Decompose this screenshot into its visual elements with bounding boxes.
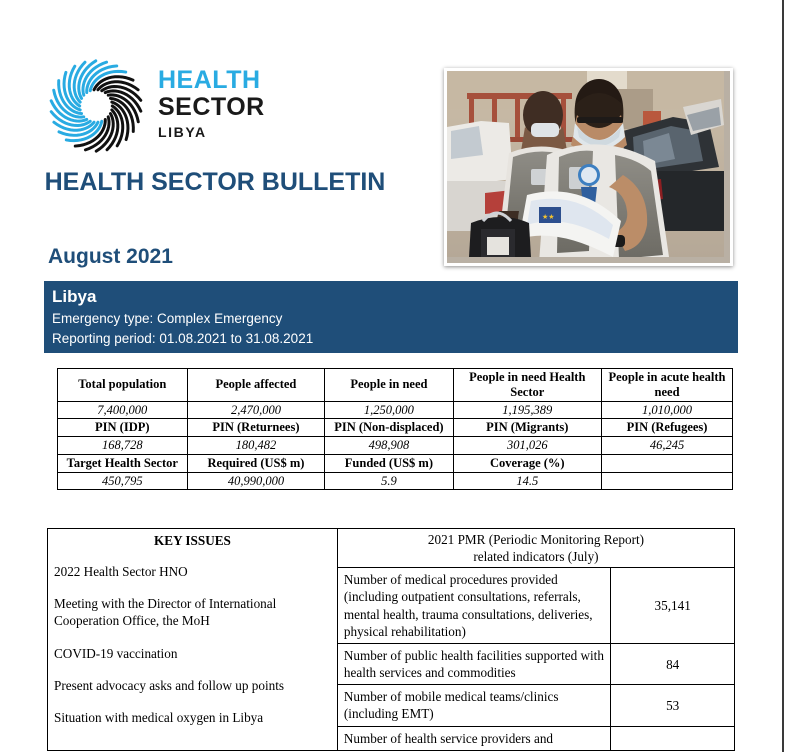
stat-value-cell: 180,482 xyxy=(187,437,325,455)
stat-header-cell: Coverage (%) xyxy=(453,454,602,472)
page-title: HEALTH SECTOR BULLETIN xyxy=(44,168,386,196)
pmr-header-line1: 2021 PMR (Periodic Monitoring Report) xyxy=(427,532,645,547)
aid-workers-photo xyxy=(447,71,724,257)
table-row xyxy=(58,401,733,419)
stat-value-cell: 1,250,000 xyxy=(325,401,453,419)
spiral-logo-icon xyxy=(48,58,144,154)
stat-header-cell: Funded (US$ m) xyxy=(325,454,453,472)
key-issues-table xyxy=(47,528,735,751)
indicator-value: 53 xyxy=(611,685,735,726)
list-item: Present advocacy asks and follow up points xyxy=(54,677,285,693)
table-row xyxy=(58,472,733,490)
svg-text:★★: ★★ xyxy=(542,213,555,221)
stat-header-cell: PIN (IDP) xyxy=(58,419,188,437)
indicator-value: 35,141 xyxy=(611,568,735,644)
pmr-header-line2: related indicators (July) xyxy=(473,549,599,565)
stat-value-cell: 168,728 xyxy=(58,437,188,455)
key-issues-body xyxy=(48,529,735,751)
list-item: Situation with medical oxygen in Libya xyxy=(54,709,264,725)
stat-value-cell: 1,010,000 xyxy=(602,401,733,419)
stat-value-cell: 301,026 xyxy=(453,437,602,455)
stat-value-cell: 450,795 xyxy=(58,472,188,490)
stat-header-cell-empty xyxy=(602,454,733,472)
indicator-value: 84 xyxy=(611,643,735,684)
health-sector-libya-logo xyxy=(48,58,265,154)
table-row xyxy=(58,437,733,455)
stat-header-cell: Total population xyxy=(58,369,188,402)
banner-country: Libya xyxy=(52,287,97,306)
indicator-value xyxy=(611,726,735,750)
table-row xyxy=(48,529,735,568)
document-header xyxy=(0,0,782,278)
logo-health-text: HEALTH xyxy=(158,66,261,94)
table-row xyxy=(58,369,733,402)
logo-libya-text: LIBYA xyxy=(158,124,207,140)
key-figures-body xyxy=(58,369,733,490)
stat-header-cell: PIN (Migrants) xyxy=(453,419,602,437)
stat-header-cell: Required (US$ m) xyxy=(187,454,325,472)
country-emergency-banner xyxy=(44,281,738,353)
pmr-header xyxy=(337,529,734,568)
stat-header-cell: PIN (Refugees) xyxy=(602,419,733,437)
stat-value-cell: 1,195,389 xyxy=(453,401,602,419)
stat-header-cell: People in acute health need xyxy=(602,369,733,402)
banner-reporting-period: Reporting period: 01.08.2021 to 31.08.2021 xyxy=(52,330,314,346)
stat-value-cell-empty xyxy=(602,472,733,490)
banner-emergency-type: Emergency type: Complex Emergency xyxy=(52,310,283,326)
key-figures-table xyxy=(57,368,733,490)
key-issues-column xyxy=(48,529,338,751)
bulletin-date: August 2021 xyxy=(48,245,173,268)
logo-wordmark xyxy=(158,58,265,139)
stat-value-cell: 5.9 xyxy=(325,472,453,490)
cover-photograph xyxy=(444,68,733,266)
list-item: 2022 Health Sector HNO xyxy=(54,564,188,580)
stat-value-cell: 498,908 xyxy=(325,437,453,455)
stat-header-cell: Target Health Sector xyxy=(58,454,188,472)
stat-value-cell: 14.5 xyxy=(453,472,602,490)
indicator-label: Number of mobile medical teams/clinics (including EMT) xyxy=(337,685,610,726)
list-item: Meeting with the Director of International Cooperation Office, the MoH xyxy=(54,596,277,629)
indicator-label: Number of health service providers and xyxy=(337,726,610,750)
stat-header-cell: People in need xyxy=(325,369,453,402)
indicator-label: Number of public health facilities supported with health services and commodities xyxy=(337,643,610,684)
table-row xyxy=(58,454,733,472)
table-row xyxy=(58,419,733,437)
key-issues-list xyxy=(54,563,331,726)
list-item: COVID-19 vaccination xyxy=(54,645,178,661)
stat-value-cell: 46,245 xyxy=(602,437,733,455)
stat-value-cell: 40,990,000 xyxy=(187,472,325,490)
stat-header-cell: People in need Health Sector xyxy=(453,369,602,402)
logo-sector-text: SECTOR xyxy=(158,93,265,121)
stat-header-cell: People affected xyxy=(187,369,325,402)
key-issues-header: KEY ISSUES xyxy=(154,533,231,548)
indicator-label: Number of medical procedures provided (including outpatient consultations, referrals, mental health, trauma consultations, deliveries, physical rehabilitation) xyxy=(337,568,610,644)
stat-value-cell: 7,400,000 xyxy=(58,401,188,419)
stat-header-cell: PIN (Non-displaced) xyxy=(325,419,453,437)
stat-value-cell: 2,470,000 xyxy=(187,401,325,419)
stat-header-cell: PIN (Returnees) xyxy=(187,419,325,437)
